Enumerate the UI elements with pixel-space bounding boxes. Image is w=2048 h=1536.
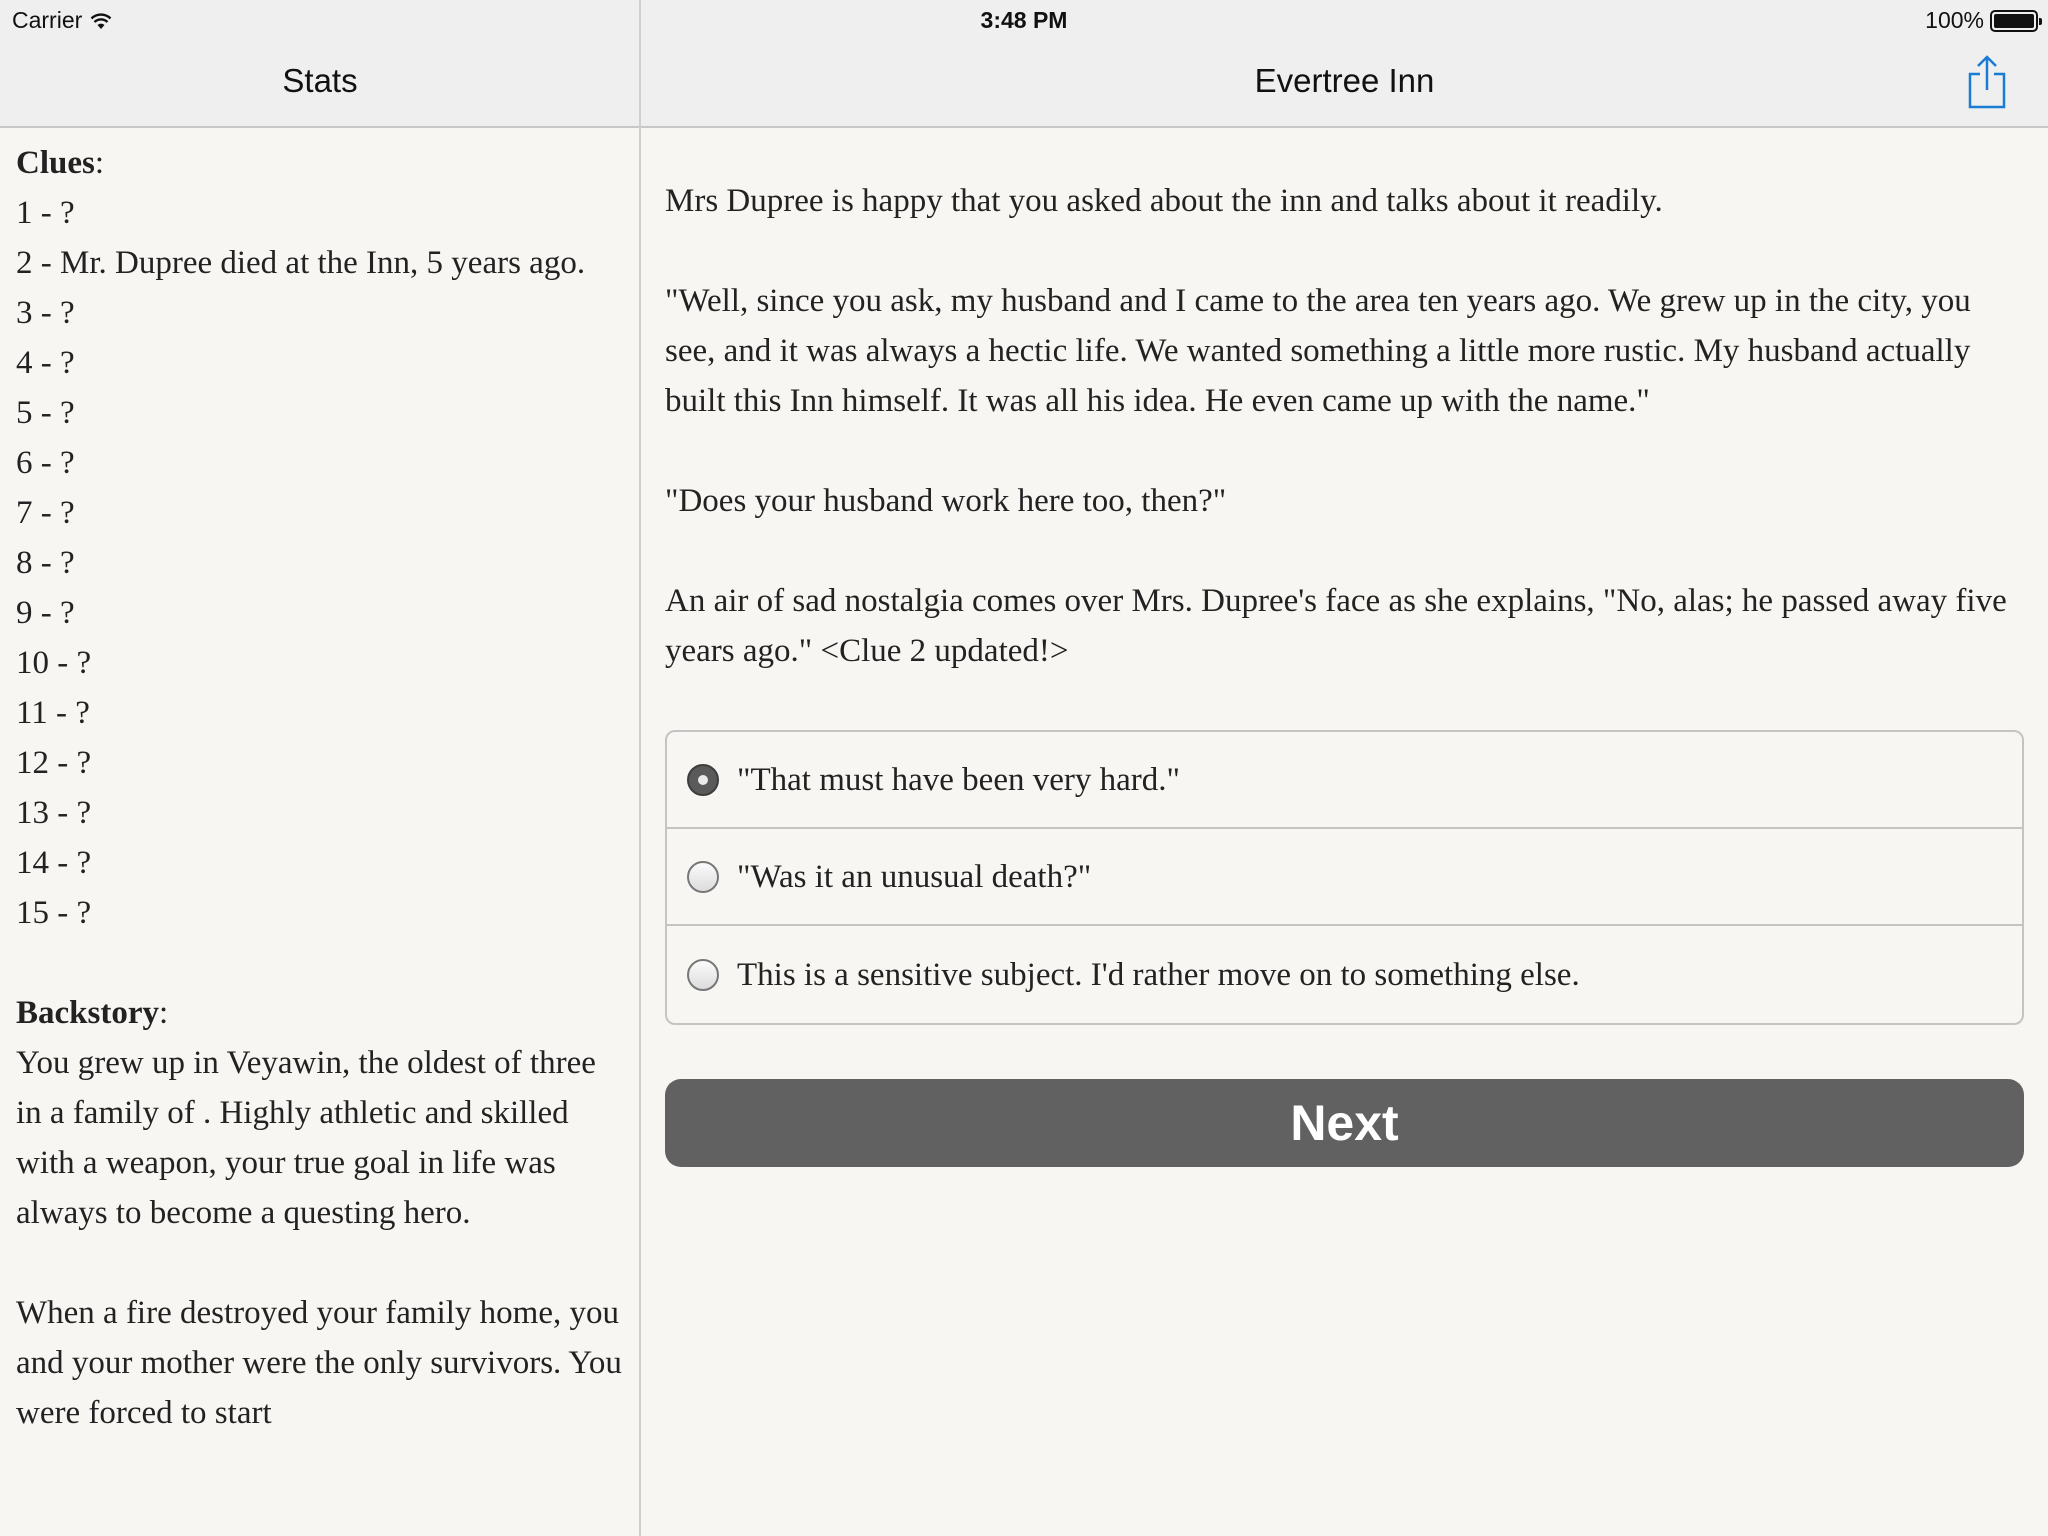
- choice-label: "Was it an unusual death?": [737, 858, 1092, 895]
- clue-item: 5 - ?: [16, 395, 75, 431]
- next-button[interactable]: Next: [665, 1079, 2024, 1167]
- battery-percent: 100%: [1925, 7, 1984, 33]
- clue-item: 2 - Mr. Dupree died at the Inn, 5 years ago.: [16, 245, 586, 281]
- clue-item: 6 - ?: [16, 445, 75, 481]
- story-panel: [641, 130, 2048, 1536]
- share-button[interactable]: [1964, 54, 2010, 110]
- clue-item: 11 - ?: [16, 695, 90, 731]
- clue-item: 4 - ?: [16, 345, 75, 381]
- carrier-indicator: [12, 7, 112, 34]
- backstory-paragraph: You grew up in Veyawin, the oldest of three in a family of . Highly athletic and skilled with a weapon, your true goal in life was always to become a questing hero.: [16, 1045, 596, 1231]
- stats-panel[interactable]: [0, 130, 639, 1536]
- clue-item: 15 - ?: [16, 895, 92, 931]
- choice-option[interactable]: [667, 829, 2022, 926]
- backstory-paragraph: When a fire destroyed your family home, you and your mother were the only survivors. You were forced to start: [16, 1295, 622, 1431]
- choice-option[interactable]: [667, 926, 2022, 1023]
- clue-item: 8 - ?: [16, 545, 75, 581]
- backstory-text: [16, 1038, 623, 1438]
- clue-item: 12 - ?: [16, 745, 92, 781]
- clue-item: 7 - ?: [16, 495, 75, 531]
- clue-item: 10 - ?: [16, 645, 92, 681]
- story-paragraph: An air of sad nostalgia comes over Mrs. Dupree's face as she explains, "No, alas; he passed away five years ago." <Clue 2 updated!>: [665, 583, 2007, 669]
- choice-label: "That must have been very hard.": [737, 761, 1180, 798]
- clock: 3:48 PM: [980, 7, 1068, 33]
- story-paragraph: "Does your husband work here too, then?": [665, 483, 1227, 519]
- story-nav-bar: [641, 40, 2048, 128]
- radio-selected-icon[interactable]: [687, 764, 719, 796]
- story-paragraph: "Well, since you ask, my husband and I came to the area ten years ago. We grew up in the city, you see, and it was always a hectic life. We wanted something a little more rustic. My husband actually built this Inn himself. It was all his idea. He even came up with the name.": [665, 283, 1971, 419]
- clue-list: [16, 188, 623, 938]
- story-text: [665, 176, 2024, 676]
- share-icon: [1964, 54, 2010, 110]
- clue-item: 9 - ?: [16, 595, 75, 631]
- clue-item: 13 - ?: [16, 795, 92, 831]
- clues-header: Clues:: [16, 145, 105, 181]
- choice-label: This is a sensitive subject. I'd rather move on to something else.: [737, 956, 1580, 993]
- stats-title: Stats: [282, 62, 358, 99]
- clue-item: 14 - ?: [16, 845, 92, 881]
- choice-option[interactable]: [667, 732, 2022, 829]
- clues-heading: Clues: [16, 145, 95, 181]
- wifi-icon: [90, 12, 112, 30]
- clue-item: 3 - ?: [16, 295, 75, 331]
- battery-indicator: [1925, 7, 2038, 34]
- stats-nav-bar: [0, 40, 640, 128]
- clue-item: 1 - ?: [16, 195, 75, 231]
- backstory-header: Backstory:: [16, 995, 169, 1031]
- radio-icon[interactable]: [687, 959, 719, 991]
- story-paragraph: Mrs Dupree is happy that you asked about the inn and talks about it readily.: [665, 183, 1663, 219]
- choice-list: [665, 730, 2024, 1025]
- backstory-heading: Backstory: [16, 995, 159, 1031]
- radio-icon[interactable]: [687, 861, 719, 893]
- page-title: Evertree Inn: [1254, 62, 1435, 99]
- status-bar: [0, 0, 2048, 40]
- battery-icon: [1990, 10, 2038, 32]
- carrier-label: Carrier: [12, 7, 83, 33]
